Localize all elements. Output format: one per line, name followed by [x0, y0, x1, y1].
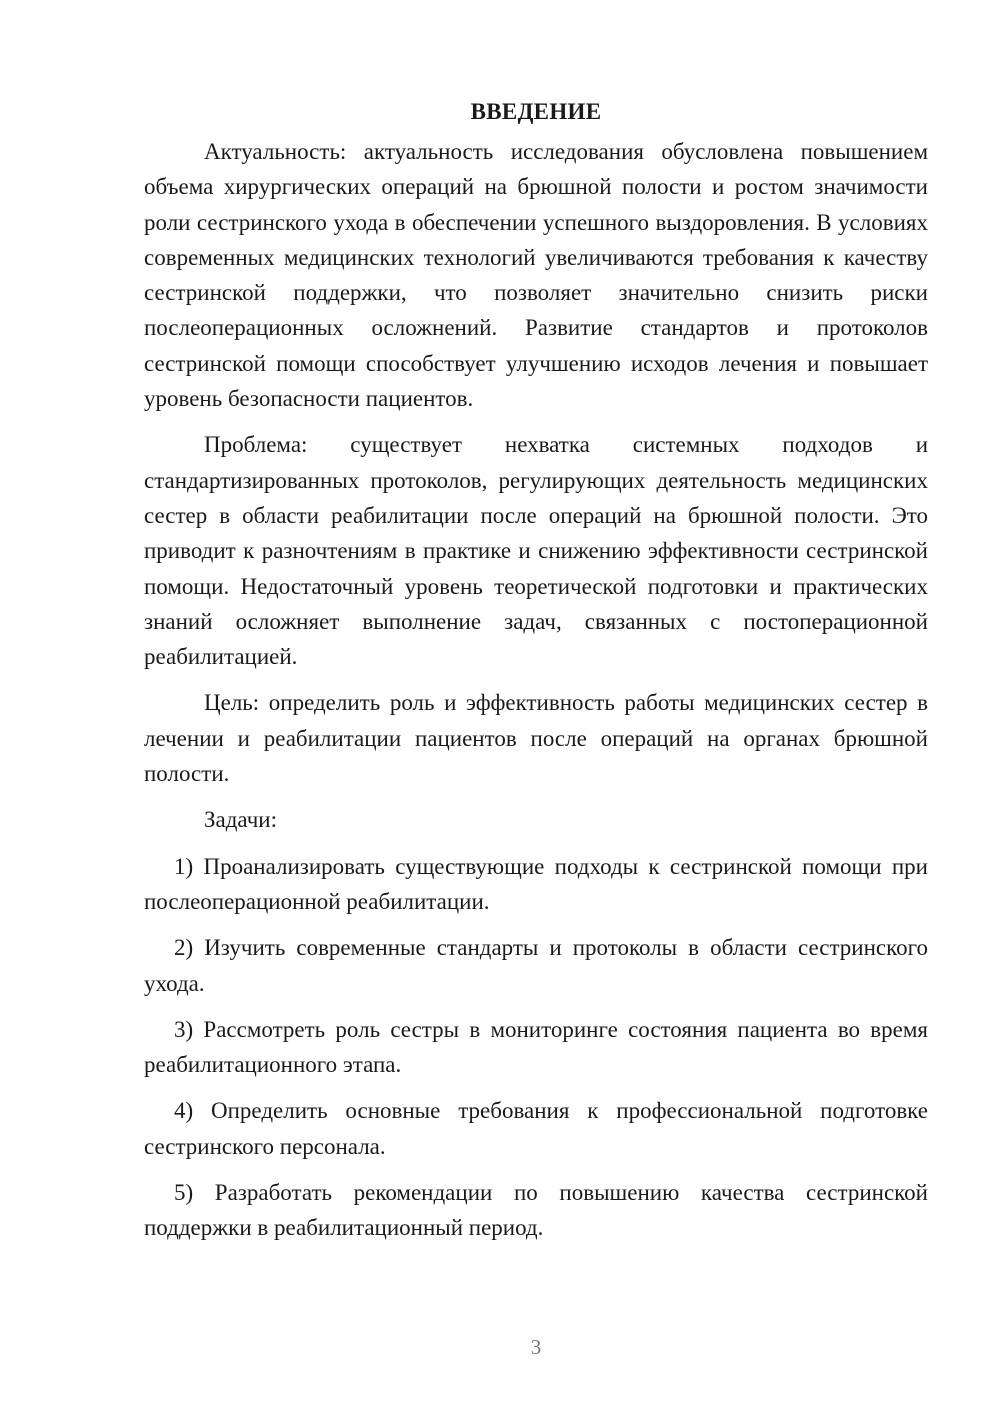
- task-item-5: 5) Разработать рекомендации по повышению качества сестринской поддержки в реабилитационный период.: [144, 1180, 928, 1241]
- page-number: 3: [530, 1335, 542, 1359]
- task-item-1: 1) Проанализировать существующие подходы к сестринской помощи при послеоперационной реабилитации.: [144, 853, 928, 914]
- tasks-heading: Задачи:: [204, 807, 277, 833]
- task-item-3: 3) Рассмотреть роль сестры в мониторинге состояния пациента во время реабилитационного этапа.: [144, 1016, 928, 1078]
- section-title: ВВЕДЕНИЕ: [470, 99, 602, 124]
- task-item-4: 4) Определить основные требования к профессиональной подготовке сестринского персонала.: [144, 1098, 928, 1159]
- task-item-2: 2) Изучить современные стандарты и протоколы в области сестринского ухода.: [144, 935, 928, 996]
- problem-paragraph: Проблема: существует нехватка системных подходов и стандартизированных протоколов, регулирующих деятельность медицинских сестер в области реабилитации после операций на брюшной полости. Это приводит к разночтениям в практике и снижению эффективности сестринской помощи. Недостаточный уровень теоретической подготовки и практических знаний осложняет выполнение задач, связанных с постоперационной реабилитацией.: [144, 432, 928, 670]
- goal-paragraph: Цель: определить роль и эффективность работы медицинских сестер в лечении и реабилитации пациентов после операций на органах брюшной полости.: [144, 690, 928, 787]
- relevance-paragraph: Актуальность: актуальность исследования обусловлена повышением объема хирургических операций на брюшной полости и ростом значимости роли сестринского ухода в обеспечении успешного выздоровления. В условиях современных медицинских технологий увеличиваются требования к качеству сестринской поддержки, что позволяет значительно снизить риски послеоперационных осложнений. Развитие стандартов и протоколов сестринской помощи способствует улучшению исходов лечения и повышает уровень безопасности пациентов.: [144, 139, 928, 412]
- page-content: [144, 94, 928, 1246]
